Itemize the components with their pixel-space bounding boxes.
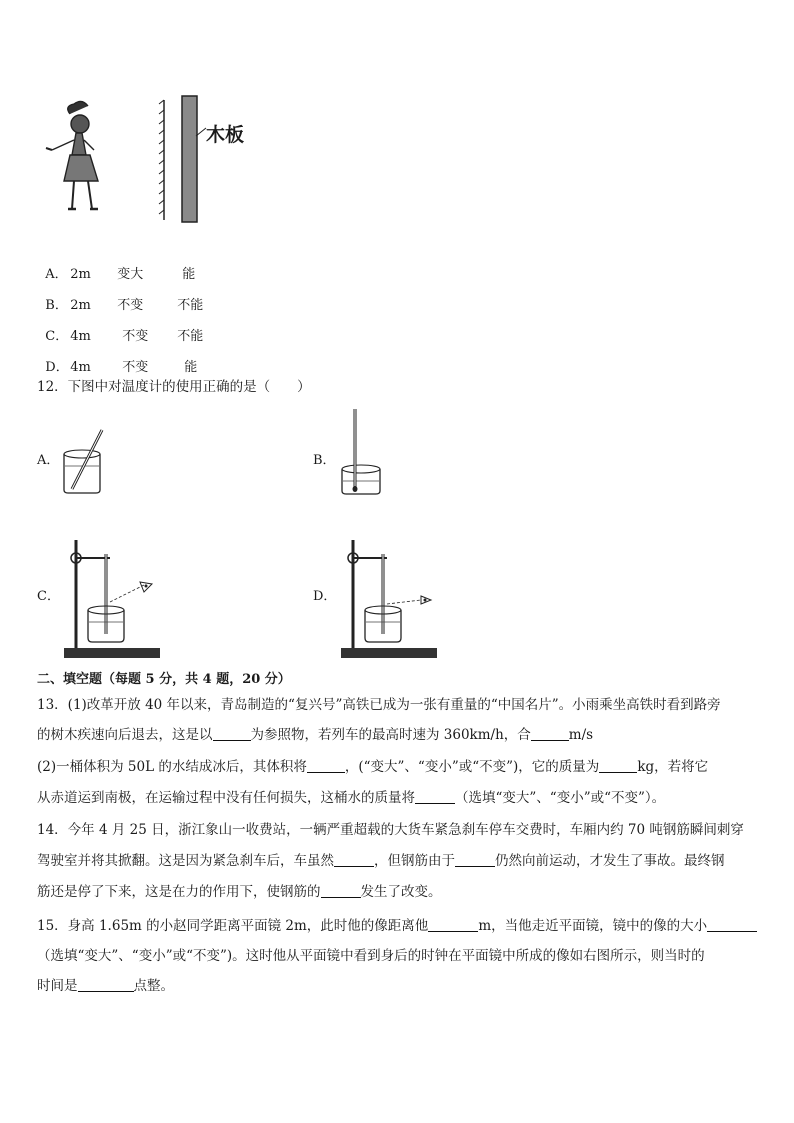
q13-blank-1[interactable] [213,726,251,741]
q12-figure-c [60,530,190,665]
q14-blank-3[interactable] [321,883,361,898]
q12-label-a: A． [37,453,60,468]
q12-label-d: D． [313,589,337,604]
wooden-board [182,96,197,222]
section-title: 二、填空题（每题 5 分，共 4 题，20 分） [37,672,291,687]
q12-stem: 12．下图中对温度计的使用正确的是（ ） [37,379,311,395]
option-b: B． 2m 不变 不能 [45,298,204,313]
q15-line2: （选填“变大”、“变小”或“不变”)。这时他从平面镜中看到身后的时钟在平面镜中所成的像如右图所示，则当时的 [37,948,705,964]
q12-figure-b [336,405,396,500]
mirror [159,100,164,220]
q13-blank-5[interactable] [415,789,455,804]
q15-blank-3[interactable] [78,977,134,992]
q15-line3: 时间是 点整。 [37,978,174,994]
q14-line3: 筋还是停了下来，这是在力的作用下，使钢筋的 发生了改变。 [37,884,442,900]
q12-figure-d [337,530,467,665]
q13-blank-2[interactable] [531,726,569,741]
q15-blank-2[interactable] [707,917,757,932]
q12-label-c: C． [37,589,60,604]
q13-blank-3[interactable] [307,758,345,773]
q13-line1: 13．(1)改革开放 40 年以来，青岛制造的“复兴号”高铁已成为一张有重量的“中国名片”。小雨乘坐高铁时看到路旁 [37,697,721,713]
board-label: 木板 [206,124,245,146]
q12-label-b: B． [313,453,336,468]
q15-line1: 15．身高 1.65m 的小赵同学距离平面镜 2m，此时他的像距离他 m，当他走近平面镜，镜中的像的大小 [37,911,759,941]
q15-blank-1[interactable] [428,917,478,932]
q13-blank-4[interactable] [599,758,637,773]
q14-line1: 14．今年 4 月 25 日，浙江象山一收费站，一辆严重超载的大货车紧急刹车停车交费时，车厢内约 70 吨钢筋瞬间刺穿 [37,822,744,838]
q14-line2: 驾驶室并将其掀翻。这是因为紧急刹车后，车虽然 ，但钢筋由于 仍然向前运动，才发生了事故。最终钢 [37,853,725,869]
q14-blank-2[interactable] [455,852,495,867]
q13-line4: 从赤道运到南极，在运输过程中没有任何损失，这桶水的质量将 （选填“变大”、“变小”或“不变”）。 [37,790,666,806]
girl-illustration [46,101,98,209]
q13-line3: (2)一桶体积为 50L 的水结成冰后，其体积将 ，(“变大”、“变小”或“不变”)，它的质量为 kg，若将它 [37,759,709,775]
q11-figure [40,92,300,232]
option-d: D． 4m 不变 能 [45,360,198,375]
option-c: C． 4m 不变 不能 [45,329,204,344]
q13-line2: 的树木疾速向后退去，这是以 为参照物，若列车的最高时速为 360km/h，合 m/s [37,727,594,743]
q12-figure-a [60,426,120,496]
option-a: A． 2m 变大 能 [45,267,196,282]
q14-blank-1[interactable] [334,852,374,867]
